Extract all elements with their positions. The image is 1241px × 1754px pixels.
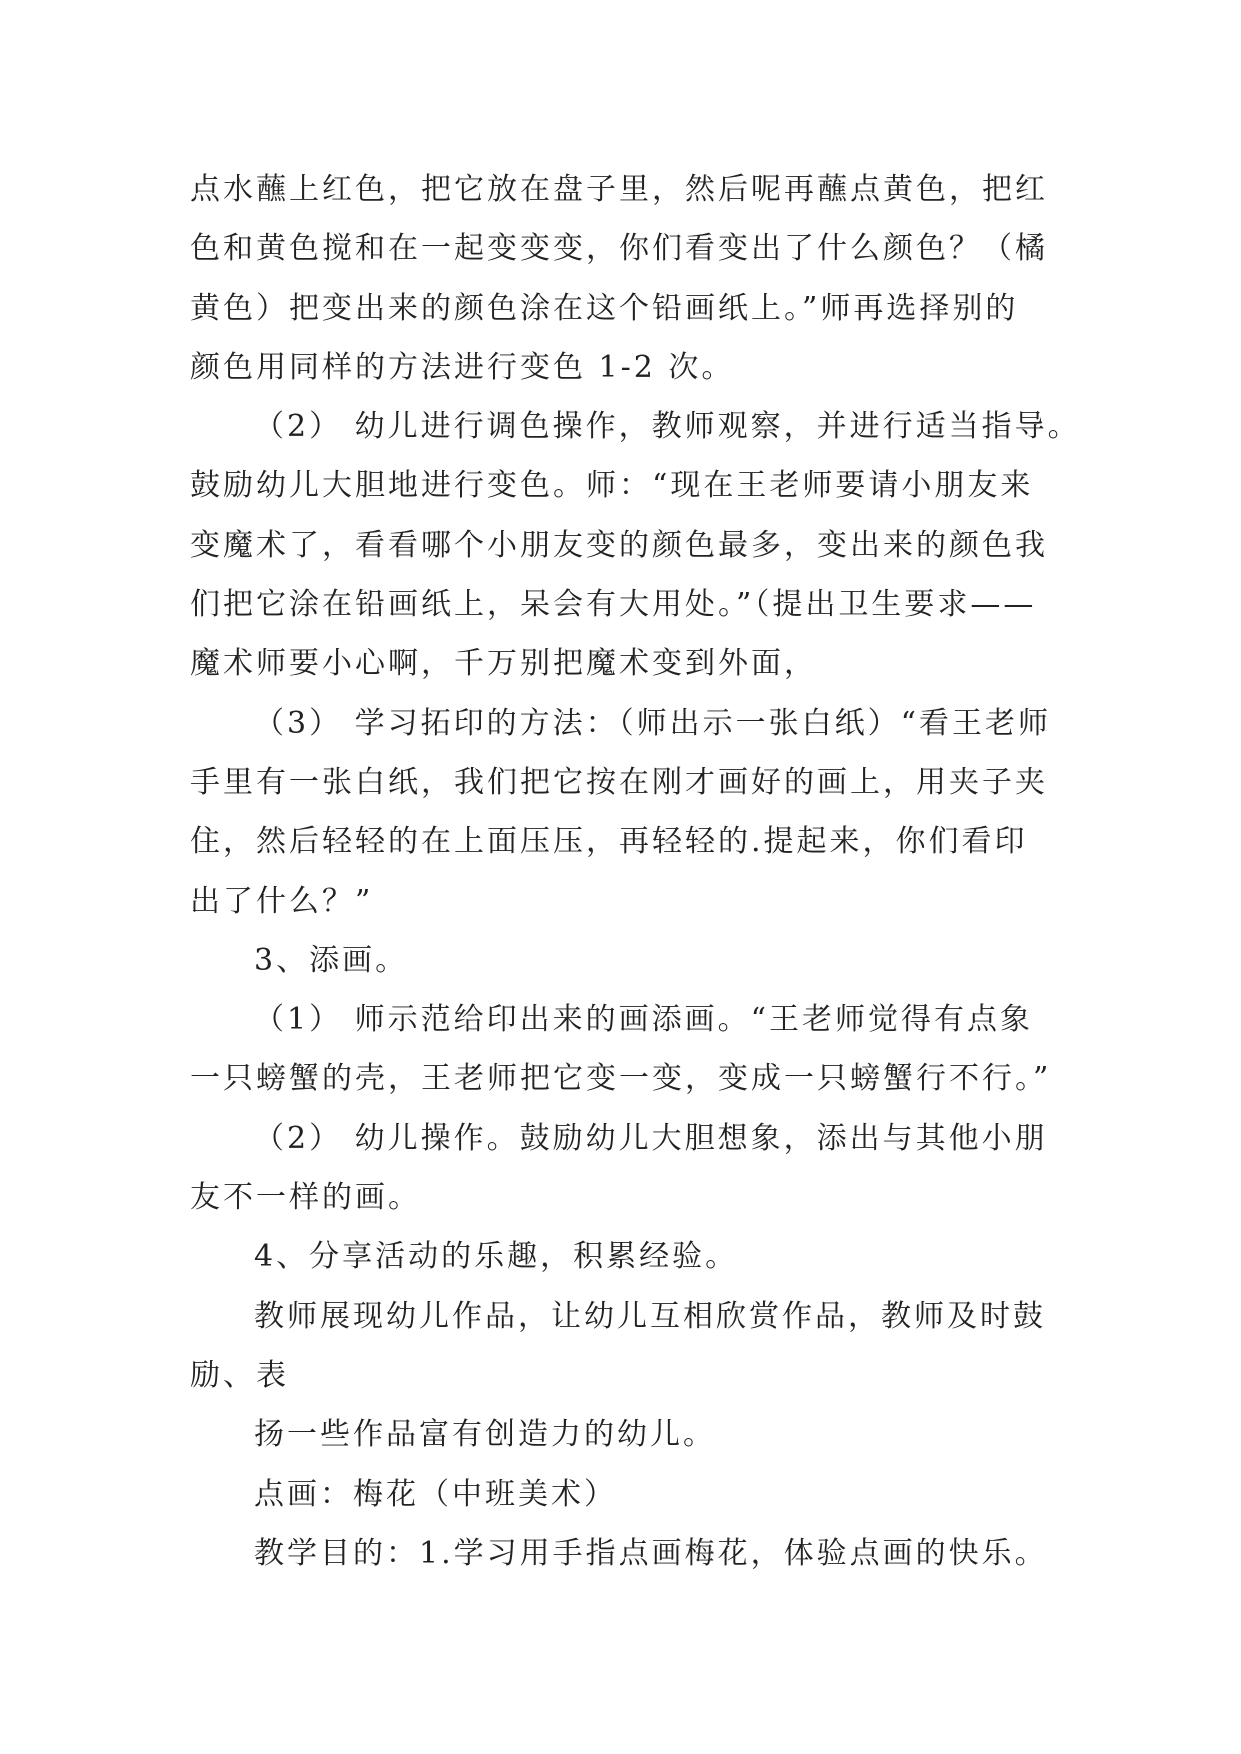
text-line: 住，然后轻轻的在上面压压，再轻轻的.提起来，你们看印: [190, 824, 1028, 860]
text-line: 友不一样的画。: [190, 1180, 421, 1216]
text-line: 4、分享活动的乐趣，积累经验。: [254, 1239, 739, 1275]
text-line: 黄色）把变出来的颜色涂在这个铅画纸上。”师再选择别的: [190, 290, 1019, 326]
text-line: （2） 幼儿进行调色操作，教师观察，并进行适当指导。: [254, 409, 1081, 445]
text-line: 手里有一张白纸，我们把它按在刚才画好的画上，用夹子夹: [190, 764, 1048, 800]
text-line: 颜色用同样的方法进行变色 1-2 次。: [190, 349, 735, 385]
text-line: 色和黄色搅和在一起变变变，你们看变出了什么颜色？（橘: [190, 231, 1048, 267]
text-line: （2） 幼儿操作。鼓励幼儿大胆想象，添出与其他小朋: [254, 1120, 1048, 1156]
text-line: 变魔术了，看看哪个小朋友变的颜色最多，变出来的颜色我: [190, 527, 1048, 563]
document-body: [190, 160, 1081, 1583]
text-line: 一只螃蟹的壳，王老师把它变一变，变成一只螃蟹行不行。”: [190, 1061, 1052, 1097]
text-line: 出了什么？”: [190, 883, 374, 919]
text-line: 们把它涂在铅画纸上，呆会有大用处。”（提出卫生要求——: [190, 587, 1037, 623]
text-line: 魔术师要小心啊，千万别把魔术变到外面，: [190, 646, 817, 682]
text-line: 鼓励幼儿大胆地进行变色。师：“现在王老师要请小朋友来: [190, 468, 1034, 504]
text-line: 3、添画。: [254, 942, 409, 978]
text-line: 教师展现幼儿作品，让幼儿互相欣赏作品，教师及时鼓: [254, 1298, 1046, 1334]
text-line: 励、表: [190, 1357, 289, 1393]
text-line: 点画：梅花（中班美术）: [254, 1476, 617, 1512]
text-line: 教学目的：1.学习用手指点画梅花，体验点画的快乐。: [254, 1535, 1048, 1571]
text-line: 点水蘸上红色，把它放在盘子里，然后呢再蘸点黄色，把红: [190, 172, 1048, 207]
text-line: 扬一些作品富有创造力的幼儿。: [254, 1417, 716, 1453]
text-line: （3） 学习拓印的方法：（师出示一张白纸）“看王老师: [254, 705, 1051, 741]
text-line: （1） 师示范给印出来的画添画。“王老师觉得有点象: [254, 1002, 1033, 1038]
